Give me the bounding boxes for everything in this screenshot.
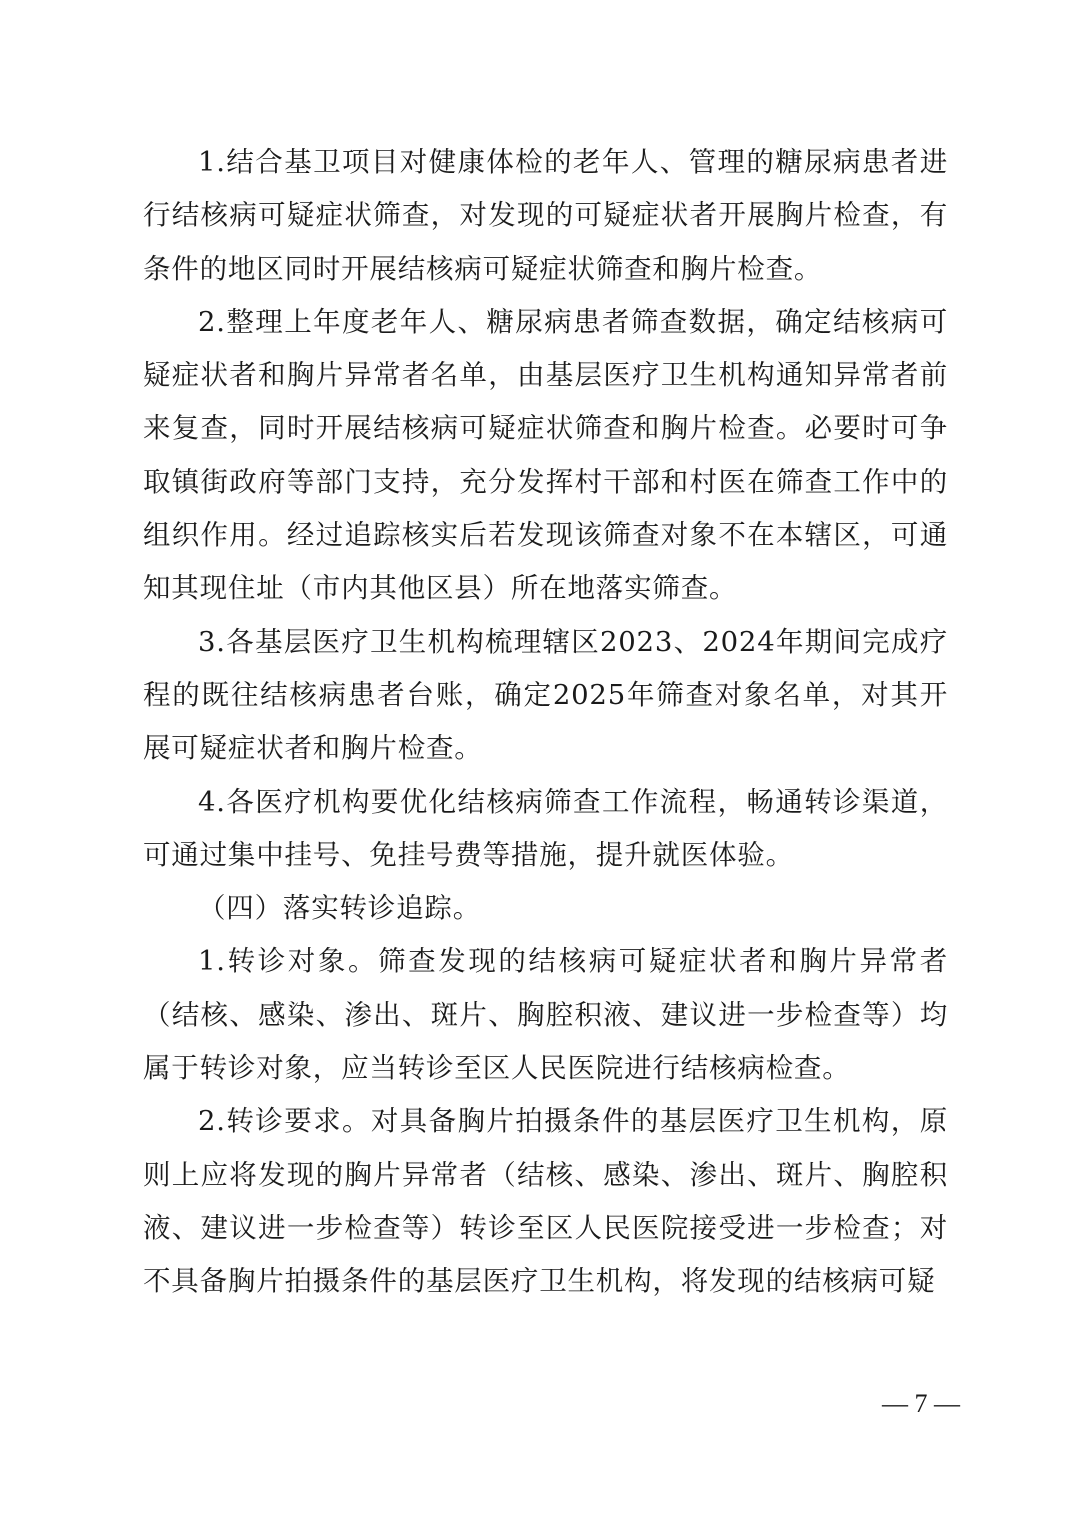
- section-paragraph-1: 1.转诊对象。筛查发现的结核病可疑症状者和胸片异常者（结核、感染、渗出、斑片、胸腔积液、建议进一步检查等）均属于转诊对象，应当转诊至区人民医院进行结核病检查。: [143, 945, 948, 1085]
- paragraph-1: 1.结合基卫项目对健康体检的老年人、管理的糖尿病患者进行结核病可疑症状筛查，对发现的可疑症状者开展胸片检查，有条件的地区同时开展结核病可疑症状筛查和胸片检查。: [143, 146, 948, 285]
- section-heading: （四）落实转诊追踪。: [198, 892, 481, 925]
- paragraph-4: 4.各医疗机构要优化结核病筛查工作流程，畅通转诊渠道，可通过集中挂号、免挂号费等措施，提升就医体验。: [143, 785, 948, 871]
- paragraph-2: 2.整理上年度老年人、糖尿病患者筛查数据，确定结核病可疑症状者和胸片异常者名单，由基层医疗卫生机构通知异常者前来复查，同时开展结核病可疑症状筛查和胸片检查。必要时可争取镇街政府等部门支持，充分发挥村干部和村医在筛查工作中的组织作用。经过追踪核实后若发现该筛查对象不在本辖区，可通知其现住址（市内其他区县）所在地落实筛查。: [143, 305, 948, 605]
- page-number: — 7 —: [882, 1389, 960, 1418]
- paragraph-3: 3.各基层医疗卫生机构梳理辖区2023、2024年期间完成疗程的既往结核病患者台账，确定2025年筛查对象名单，对其开展可疑症状者和胸片检查。: [143, 625, 948, 765]
- document-body: [143, 136, 948, 1309]
- section-paragraph-2: 2.转诊要求。对具备胸片拍摄条件的基层医疗卫生机构，原则上应将发现的胸片异常者（结核、感染、渗出、斑片、胸腔积液、建议进一步检查等）转诊至区人民医院接受进一步检查；对不具备胸片拍摄条件的基层医疗卫生机构，将发现的结核病可疑: [143, 1105, 948, 1298]
